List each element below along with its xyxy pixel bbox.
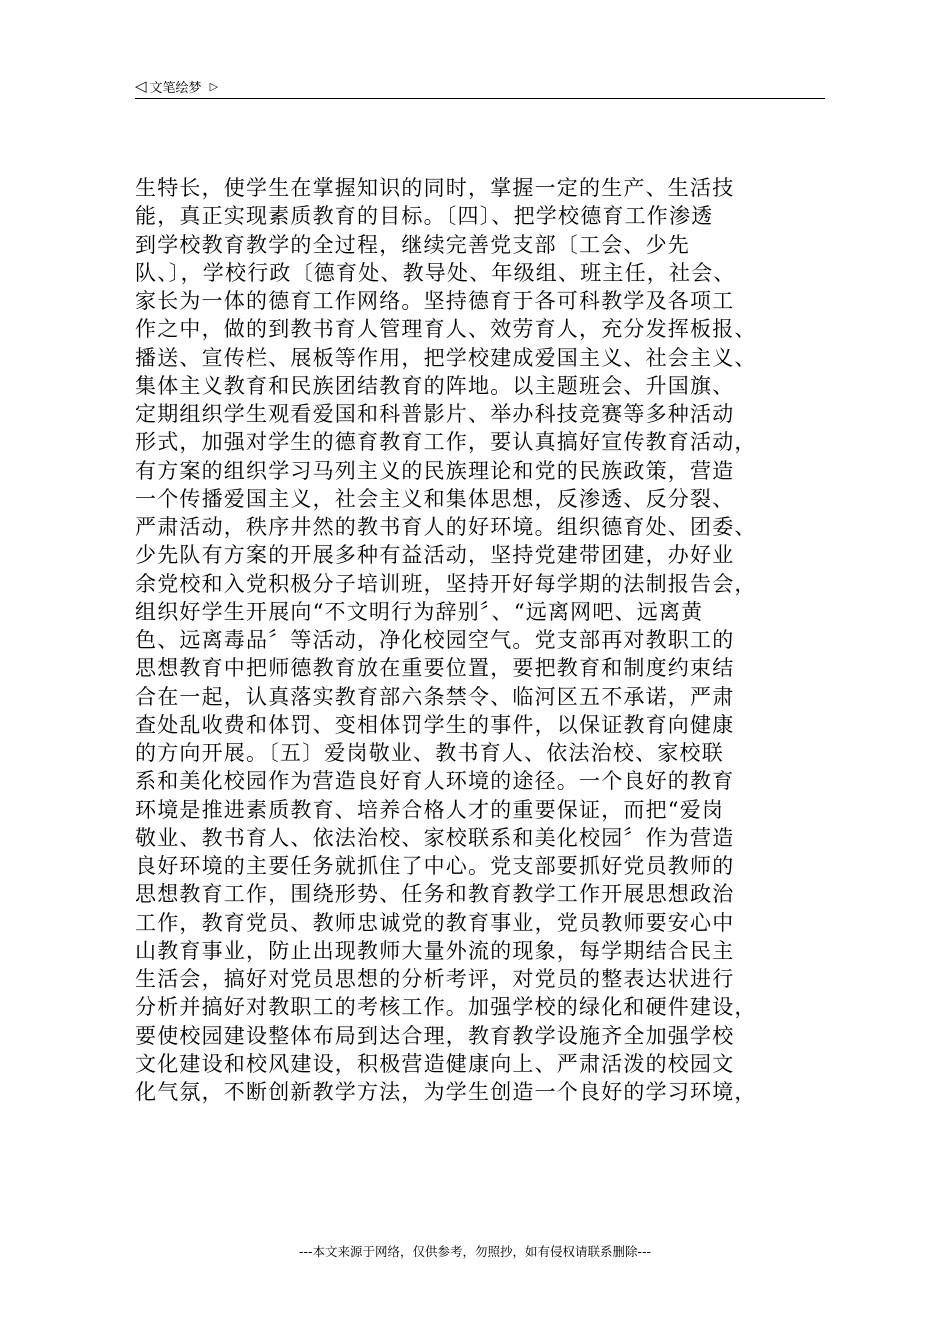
text-line: 生活会，搞好对党员思想的分析考评，对党员的整表达状进行 — [135, 967, 735, 991]
text-line: 作之中，做的到教书育人管理育人、效劳育人，充分发挥板报、 — [135, 317, 757, 342]
text-line: 化气氛，不断创新教学方法，为学生创造一个良好的学习环境， — [135, 1080, 757, 1104]
text-line: 严肃活动，秩序井然的教书育人的好环境。组织德育处、团委、 — [135, 515, 757, 539]
right-triangle-icon: ▷ — [209, 79, 219, 93]
text-line: 一个传播爱国主义，社会主义和集体思想，反渗透、反分裂、 — [135, 486, 735, 511]
text-line: 系和美化校园作为营造良好育人环境的途径。一个良好的教育 — [135, 769, 735, 794]
text-line: 有方案的组织学习马列主义的民族理论和党的民族政策，营造 — [135, 458, 735, 483]
document-body — [135, 174, 835, 1106]
text-line: 色、远离毒品〞等活动，净化校园空气。党支部再对教职工的 — [135, 628, 735, 652]
text-line: 队、〕，学校行政〔德育处、教导处、年级组、班主任，社会、 — [135, 260, 736, 285]
text-line: 家长为一体的德育工作网络。坚持德育于各可科教学及各项工 — [135, 289, 735, 313]
text-line: 思想教育工作，围绕形势、任务和教育教学工作开展思想政治 — [135, 882, 735, 907]
text-line: 定期组织学生观看爱国和科普影片、举办科技竞赛等多种活动 — [135, 402, 735, 426]
text-line: 的方向开展。〔五〕爱岗敬业、教书育人、依法治校、家校联 — [135, 741, 724, 765]
text-line: 播送、宣传栏、展板等作用，把学校建成爱国主义、社会主义、 — [135, 345, 757, 370]
text-line: 少先队有方案的开展多种有益活动，坚持党建带团建，办好业 — [135, 543, 735, 568]
text-line: 敬业、教书育人、依法治校、家校联系和美化校园〞作为营造 — [135, 825, 735, 850]
header-title: 文笔绘梦 — [149, 80, 202, 96]
header-divider — [135, 98, 825, 99]
text-line: 生特长，使学生在掌握知识的同时，掌握一定的生产、生活技 — [135, 176, 735, 200]
text-line: 到学校教育教学的全过程，继续完善党支部〔工会、少先 — [135, 232, 690, 257]
text-line: 集体主义教育和民族团结教育的阵地。以主题班会、升国旗、 — [135, 373, 735, 398]
text-line: 思想教育中把师德教育放在重要位置，要把教育和制度约束结 — [135, 656, 735, 681]
text-line: 要使校园建设整体布局到达合理，教育教学设施齐全加强学校 — [135, 1023, 735, 1048]
page-header — [135, 74, 825, 98]
text-line: 文化建设和校风建设，积极营造健康向上、严肃活泼的校园文 — [135, 1051, 735, 1076]
text-line: 查处乱收费和体罚、变相体罚学生的事件，以保证教育向健康 — [135, 712, 735, 737]
text-line: 余党校和入党积极分子培训班，坚持开好每学期的法制报告会， — [135, 571, 757, 596]
text-line: 形式，加强对学生的德育教育工作，要认真搞好宣传教育活动， — [135, 430, 757, 455]
text-line: 组织好学生开展向“不文明行为辞别〞、“远离网吧、远离黄 — [135, 599, 704, 624]
text-line: 能，真正实现素质教育的目标。〔四〕、把学校德育工作渗透 — [135, 204, 714, 229]
text-line: 合在一起，认真落实教育部六条禁令、临河区五不承诺，严肃 — [135, 684, 735, 709]
left-triangle-icon: ◁ — [135, 76, 147, 95]
text-line: 环境是推进素质教育、培养合格人才的重要保证，而把“爱岗 — [135, 797, 725, 822]
text-line: 良好环境的主要任务就抓住了中心。党支部要抓好党员教师的 — [135, 854, 735, 878]
text-line: 山教育事业，防止出现教师大量外流的现象，每学期结合民主 — [135, 938, 735, 963]
page-footer: ---本文来源于网络，仅供参考，勿照抄，如有侵权请联系删除--- — [298, 1244, 652, 1259]
text-line: 分析并搞好对教职工的考核工作。加强学校的绿化和硬件建设， — [135, 995, 757, 1020]
text-line: 工作，教育党员、教师忠诚党的教育事业，党员教师要安心中 — [135, 910, 735, 935]
